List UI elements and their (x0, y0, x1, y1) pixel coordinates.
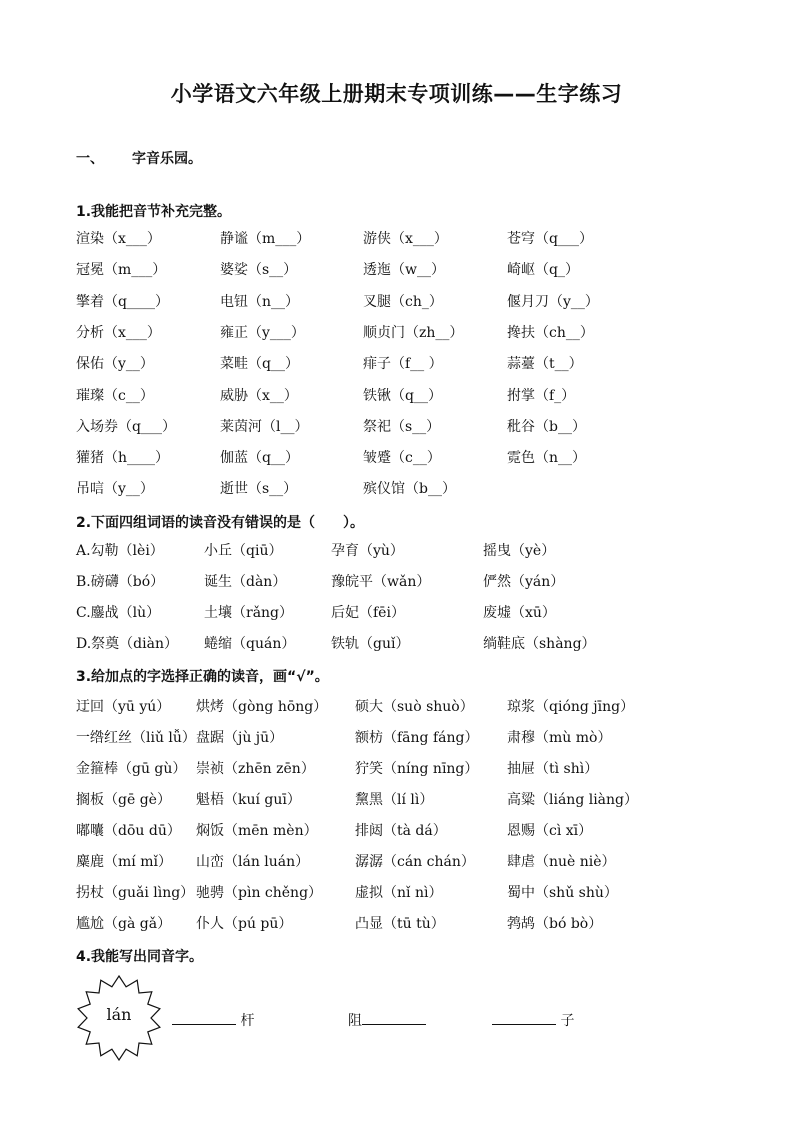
word-item: B.磅礴（bó） (76, 574, 165, 590)
word-item: 璀璨（c__） (76, 387, 154, 404)
homophone-blank-2 (348, 1010, 426, 1030)
homophone-blank-3 (492, 1010, 574, 1030)
section-heading (76, 148, 202, 168)
question-row (0, 447, 793, 469)
word-item: 尴尬（gà gǎ） (76, 916, 172, 932)
answer-line[interactable] (492, 1010, 556, 1025)
word-item: A.勾勒（lèi） (76, 543, 164, 559)
word-item: 仆人（pú pū） (196, 916, 293, 932)
word-item: 保佑（y__） (76, 356, 154, 373)
word-item: 崎岖（q_） (507, 262, 579, 279)
question-row (0, 540, 793, 562)
word-item: 痱子（f__ ） (363, 356, 443, 373)
word-item: 逝世（s__） (220, 481, 298, 498)
starburst-label: lán (106, 1005, 132, 1024)
word-item: 琼浆（qióng jīng） (507, 699, 635, 715)
word-item: 高粱（liáng liàng） (507, 792, 639, 808)
word-item: 盘踞（jù jū） (196, 730, 284, 746)
question-row (0, 291, 793, 313)
question-row (0, 696, 793, 718)
section-name: 字音乐园。 (132, 151, 202, 167)
word-item: C.鏖战（lù） (76, 605, 161, 621)
word-item: 焖饭（mēn mèn） (196, 823, 318, 839)
homophone-char: 子 (560, 1013, 575, 1029)
word-item: 烘烤（gòng hōng） (196, 699, 328, 715)
word-item: 诞生（dàn） (204, 574, 287, 590)
word-item: 拐杖（guǎi lìng） (76, 885, 195, 901)
homophone-char: 杆 (240, 1013, 255, 1029)
question-row (0, 758, 793, 780)
question-row (0, 727, 793, 749)
word-item: 山峦（lán luán） (196, 854, 310, 870)
word-item: 冠冕（m___） (76, 262, 167, 279)
word-item: 电钮（n__） (220, 293, 300, 310)
starburst-badge (76, 975, 162, 1061)
word-item: 崇祯（zhēn zēn） (196, 761, 315, 777)
word-item: 土壤（rǎng） (204, 605, 294, 621)
word-item: 威胁（x__） (220, 387, 298, 404)
question-row (0, 353, 793, 375)
word-item: 莱茵河（l__） (220, 418, 309, 435)
question-row (0, 789, 793, 811)
word-item: 硕大（suò shuò） (355, 699, 474, 715)
word-item: 后妃（fēi） (331, 605, 405, 621)
word-item: 入场券（q___） (76, 418, 176, 435)
word-item: 绱鞋底（shàng） (483, 636, 596, 652)
word-item: 秕谷（b__） (507, 418, 586, 435)
word-item: 狞笑（níng nīng） (355, 761, 479, 777)
question-row (0, 571, 793, 593)
word-item: 抽屉（tì shì） (507, 761, 599, 777)
word-item: 拊掌（f_） (507, 387, 576, 404)
word-item: 透迤（w__） (363, 262, 445, 279)
q4-heading: 4.我能写出同音字。 (76, 949, 204, 965)
word-item: 菜畦（q__） (220, 356, 299, 373)
word-item: 静谧（m___） (220, 231, 311, 247)
word-item: 婆娑（s__） (220, 262, 298, 279)
word-item: 殡仪馆（b__） (363, 481, 456, 498)
word-item: 驰骋（pìn chěng） (196, 885, 323, 901)
section-number: 一、 (76, 151, 104, 167)
word-item: 摇曳（yè） (483, 543, 556, 559)
word-item: 麋鹿（mí mǐ） (76, 854, 172, 870)
word-item: 虚拟（nǐ nì） (355, 885, 443, 901)
word-item: 魁梧（kuí guī） (196, 792, 301, 808)
word-item: 霓色（n__） (507, 450, 587, 467)
word-item: 鹁鸪（bó bò） (507, 916, 603, 932)
word-item: 铁轨（guǐ） (331, 636, 410, 652)
question-row (0, 416, 793, 438)
question-row (0, 322, 793, 344)
word-item: 小丘（qiū） (204, 543, 283, 559)
word-item: 蜷缩（quán） (204, 636, 296, 652)
question-row (0, 478, 793, 500)
word-item: 金箍棒（gū gù） (76, 761, 187, 777)
question-row (0, 259, 793, 281)
word-item: 叉腿（ch_） (363, 293, 443, 310)
word-item: 分析（x___） (76, 324, 161, 341)
word-item: 孕育（yù） (331, 543, 404, 559)
q3-heading: 3.给加点的字选择正确的读音，画“√”。 (76, 669, 329, 685)
word-item: 吊唁（y__） (76, 481, 154, 498)
word-item: 雍正（y___） (220, 324, 305, 341)
question-row (0, 913, 793, 935)
word-item: 俨然（yán） (483, 574, 565, 590)
homophone-char: 阻 (348, 1013, 362, 1029)
word-item: 肃穆（mù mò） (507, 730, 612, 746)
word-item: 顺贞门（zh__） (363, 324, 464, 341)
word-item: 迂回（yū yú） (76, 699, 171, 715)
word-item: 祭祀（s__） (363, 418, 441, 435)
word-item: 蜀中（shǔ shù） (507, 885, 618, 901)
answer-line[interactable] (172, 1010, 236, 1025)
page-title: 小学语文六年级上册期末专项训练——生字练习 (170, 82, 623, 106)
word-item: 嘟囔（dōu dū） (76, 823, 181, 839)
word-item: 额枋（fāng fáng） (355, 730, 479, 746)
question-row (0, 633, 793, 655)
word-item: 豫皖平（wǎn） (331, 574, 431, 590)
question-row (0, 228, 793, 250)
word-item: 蒜薹（t__） (507, 356, 583, 373)
word-item: 一绺红丝（liǔ lǚ） (76, 730, 196, 746)
word-item: 獾猪（h____） (76, 450, 170, 467)
word-item: 肆虐（nuè niè） (507, 854, 616, 870)
word-item: 伽蓝（q__） (220, 450, 299, 467)
word-item: 搁板（gē gè） (76, 792, 171, 808)
word-item: 偃月刀（y__） (507, 293, 599, 310)
word-item: 黧黑（lí lì） (355, 792, 434, 808)
q1-heading: 1.我能把音节补充完整。 (76, 204, 232, 220)
question-row (0, 851, 793, 873)
word-item: 恩赐（cì xī） (507, 823, 593, 839)
word-item: 潺潺（cán chán） (355, 854, 475, 870)
homophone-blank-1 (172, 1010, 254, 1030)
word-item: 苍穹（q___） (507, 231, 593, 247)
word-item: D.祭奠（diàn） (76, 636, 178, 652)
q2-heading: 2.下面四组词语的读音没有错误的是（ ）。 (76, 515, 365, 531)
word-item: 搀扶（ch__） (507, 324, 594, 341)
word-item: 渲染（x___） (76, 231, 161, 247)
answer-line[interactable] (362, 1010, 426, 1025)
question-row (0, 602, 793, 624)
word-item: 铁锹（q__） (363, 387, 442, 404)
question-row (0, 882, 793, 904)
word-item: 废墟（xū） (483, 605, 556, 621)
word-item: 擎着（q____） (76, 293, 169, 310)
word-item: 皱蹙（c__） (363, 450, 441, 467)
word-item: 凸显（tū tù） (355, 916, 445, 932)
question-row (0, 385, 793, 407)
word-item: 游侠（x___） (363, 231, 448, 247)
question-row (0, 820, 793, 842)
word-item: 排闼（tà dá） (355, 823, 447, 839)
